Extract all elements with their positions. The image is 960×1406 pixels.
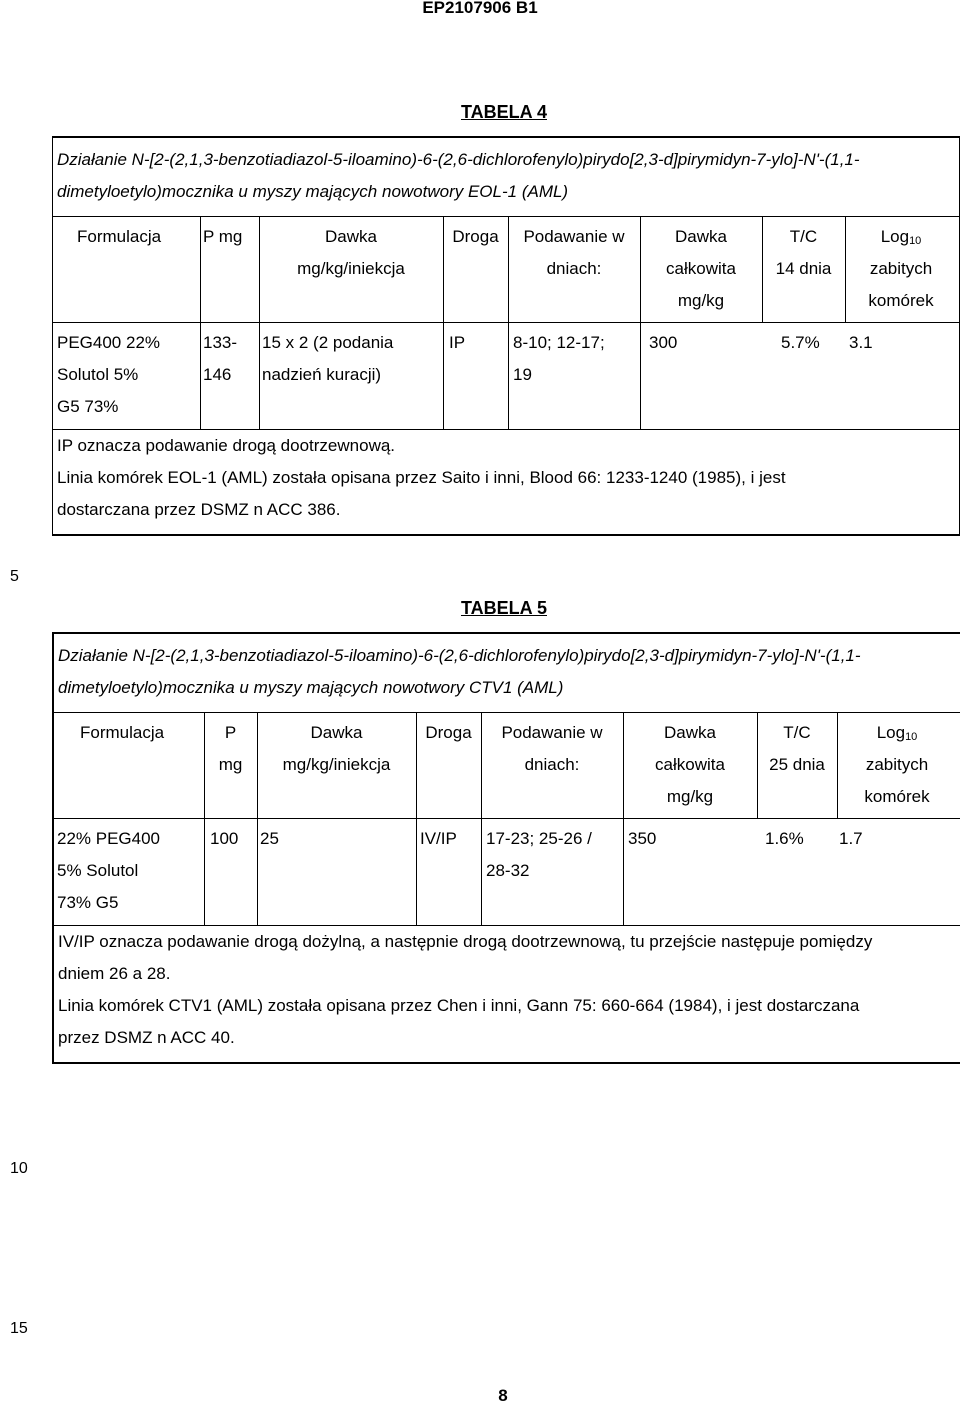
table5-header-dose: Dawka mg/kg/iniekcja [282,723,391,774]
table4-header-route: Droga [452,227,499,246]
page-number: 8 [498,1386,508,1405]
table4-header-dose: Dawka mg/kg/iniekcja [297,227,405,278]
table4-header-days: Podawanie w dniach: [523,227,625,278]
table4-notes [53,430,959,536]
table4-cell-log: 3.1 [849,333,873,352]
table5-header-p: P mg [218,723,243,774]
table5-header-route: Droga [425,723,472,742]
table5-note: IV/IP oznacza podawanie drogą dożylną, a następnie drogą dootrzewnową, tu przejście następuje pomiędzy [58,932,873,951]
table5-header-row [54,713,960,819]
table5-header-total-dose: Dawka całkowita mg/kg [655,723,725,806]
table5-cell-route: IV/IP [420,829,457,848]
table4-cell-tc: 5.7% [781,333,820,352]
table5-data-row [54,819,960,926]
table5-note: dniem 26 a 28. [58,964,171,983]
table5-cell-dose: 25 [260,829,279,848]
table5-title: TABELA 5 [460,598,547,618]
table4-note: IP oznacza podawanie drogą dootrzewnową. [57,436,396,455]
table5-cell-p: 100 [210,829,239,848]
table5-note: Linia komórek CTV1 (AML) została opisana przez Chen i inni, Gann 75: 660-664 (1984), i jest dostarczana [58,996,860,1015]
table4-header-p: P mg [203,227,243,246]
table5 [52,632,960,1064]
table5-header-days: Podawanie w dniach: [501,723,603,774]
table4-cell-formulation: PEG400 22% Solutol 5% G5 73% [57,333,161,416]
margin-line-number: 15 [10,1320,28,1337]
table4-description: Działanie N-[2-(2,1,3-benzotiadiazol-5-iloamino)-6-(2,6-dichlorofenylo)pirydo[2,3-d]pirymidyn-7-ylo]-N'-(1,1-dimetyloetylo)mocznika u myszy mających nowotwory EOL-1 (AML) [53,136,959,217]
table4-header-tc: T/C 14 dnia [775,227,832,278]
table5-note: przez DSMZ n ACC 40. [58,1028,235,1047]
table5-header-tc: T/C 25 dnia [769,723,825,774]
table5-cell-log: 1.7 [839,829,863,848]
table4-cell-total-dose: 300 [649,333,678,352]
table5-header-formulation: Formulacja [80,723,165,742]
table4-header-total-dose: Dawka całkowita mg/kg [666,227,736,310]
table4 [52,136,960,536]
table4-note: dostarczana przez DSMZ n ACC 386. [57,500,341,519]
table4-header-log: Log$_{10}$ zabitych komórek [868,227,934,310]
table4-cell-dose: 15 x 2 (2 podania nadzień kuracji) [262,333,394,384]
table4-note: Linia komórek EOL-1 (AML) została opisana przez Saito i inni, Blood 66: 1233-1240 (1985), i jest [57,468,786,487]
table4-cell-route: IP [449,333,466,352]
table5-notes [54,926,960,1064]
table4-cell-p: 133- 146 [203,333,238,384]
table5-header-log: Log$_{10}$ zabitych komórek [864,723,930,806]
table4-header-row [53,217,959,323]
document-id: EP2107906 B1 [422,0,538,17]
table5-description: Działanie N-[2-(2,1,3-benzotiadiazol-5-iloamino)-6-(2,6-dichlorofenylo)pirydo[2,3-d]pirymidyn-7-ylo]-N'-(1,1-dimetyloetylo)mocznika u myszy mających nowotwory CTV1 (AML) [54,632,960,713]
table5-cell-total-dose: 350 [628,829,657,848]
table4-data-row [53,323,959,430]
table5-cell-tc: 1.6% [765,829,804,848]
table5-cell-days: 17-23; 25-26 / 28-32 [486,829,592,880]
table4-cell-days: 8-10; 12-17; 19 [513,333,605,384]
margin-line-number: 10 [10,1160,28,1177]
table4-title: TABELA 4 [460,102,547,122]
table4-header-formulation: Formulacja [77,227,162,246]
margin-line-number: 5 [10,568,19,585]
table5-cell-formulation: 22% PEG400 5% Solutol 73% G5 [57,829,161,912]
